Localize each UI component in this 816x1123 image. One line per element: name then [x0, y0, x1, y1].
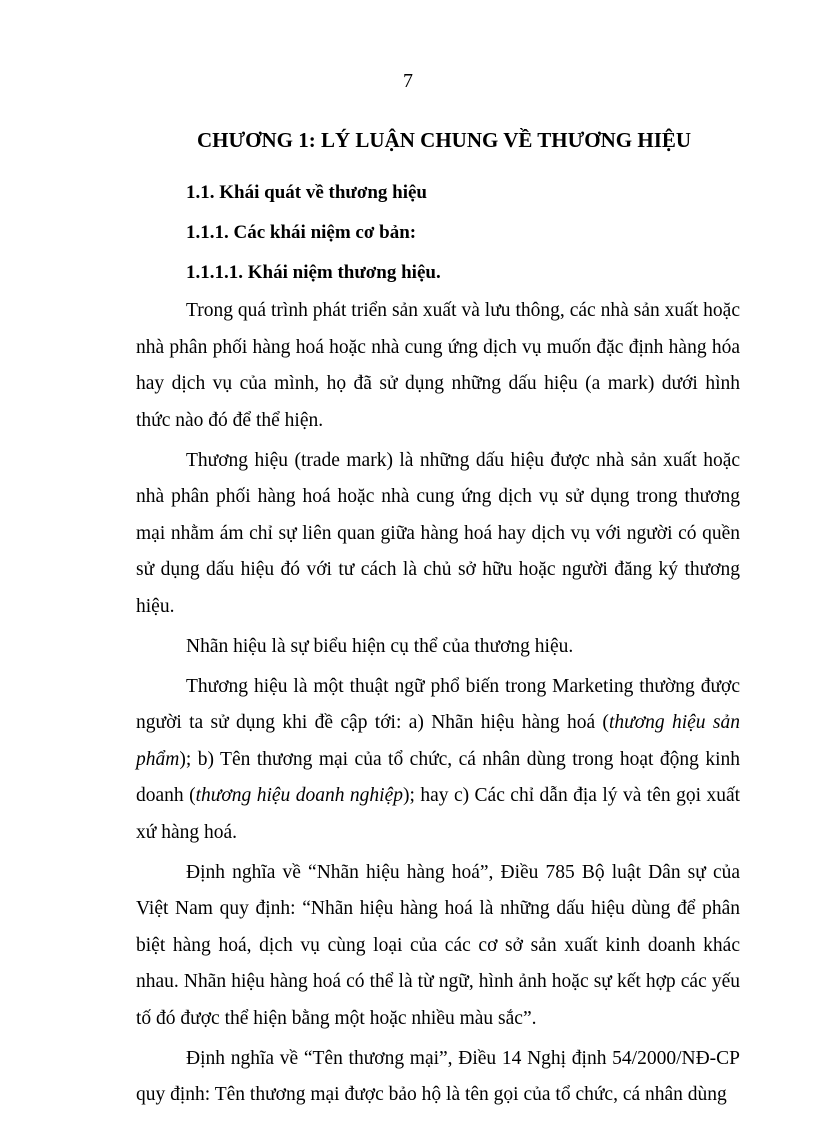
paragraph-4-italic-1: thương hiệu sản phẩm: [136, 712, 740, 770]
paragraph-1: Trong quá trình phát triển sản xuất và lưu thông, các nhà sản xuất hoặc nhà phân phối hàng hoá hoặc nhà cung ứng dịch vụ muốn đặc định hàng hóa hay dịch vụ của mình, họ đã sử dụng những dấu hiệu (a mark) dưới hình thức nào đó để thể hiện.: [136, 300, 740, 431]
subsection-heading: 1.1.1. Các khái niệm cơ bản:: [186, 222, 417, 243]
page-number: 7: [403, 70, 413, 92]
section-heading: 1.1. Khái quát về thương hiệu: [186, 182, 427, 203]
chapter-title: CHƯƠNG 1: LÝ LUẬN CHUNG VỀ THƯƠNG HIỆU: [196, 128, 692, 152]
document-body: [136, 128, 740, 1117]
paragraph-4-text-1: Thương hiệu là một thuật ngữ phổ biến trong Marketing thường được người ta sử dụng khi đề cập tới: a) Nhãn hiệu hàng hoá (: [136, 675, 740, 733]
paragraph-4: [136, 669, 740, 852]
paragraph-6: Định nghĩa về “Tên thương mại”, Điều 14 Nghị định 54/2000/NĐ-CP quy định: Tên thương mại được bảo hộ là tên gọi của tổ chức, cá nhân dùng: [136, 1047, 740, 1105]
subsubsection-heading: 1.1.1.1. Khái niệm thương hiệu.: [186, 262, 441, 283]
paragraph-5: Định nghĩa về “Nhãn hiệu hàng hoá”, Điều 785 Bộ luật Dân sự của Việt Nam quy định: “Nhãn hiệu hàng hoá là những dấu hiệu dùng để phân biệt hàng hoá, dịch vụ cùng loại của các cơ sở sản xuất kinh doanh khác nhau. Nhãn hiệu hàng hoá có thể là từ ngữ, hình ảnh hoặc sự kết hợp các yếu tố đó được thể hiện bằng một hoặc nhiều màu sắc”.: [136, 861, 740, 1029]
paragraph-4-text-3: ); hay c) Các chỉ dẫn địa lý và tên gọi xuất xứ hàng hoá.: [136, 785, 741, 843]
paragraph-3: Nhãn hiệu là sự biểu hiện cụ thể của thương hiệu.: [186, 635, 574, 657]
paragraph-4-text-2: ); b) Tên thương mại của tổ chức, cá nhân dùng trong hoạt động kinh doanh (: [136, 748, 740, 806]
paragraph-4-italic-2: thương hiệu doanh nghiệp: [195, 785, 404, 806]
paragraph-2: Thương hiệu (trade mark) là những dấu hiệu được nhà sản xuất hoặc nhà phân phối hàng hoá hoặc nhà cung ứng dịch vụ sử dụng trong thương mại nhằm ám chỉ sự liên quan giữa hàng hoá hay dịch vụ với người có quền sử dụng dấu hiệu đó với tư cách là chủ sở hữu hoặc người đăng ký thương hiệu.: [136, 449, 740, 617]
